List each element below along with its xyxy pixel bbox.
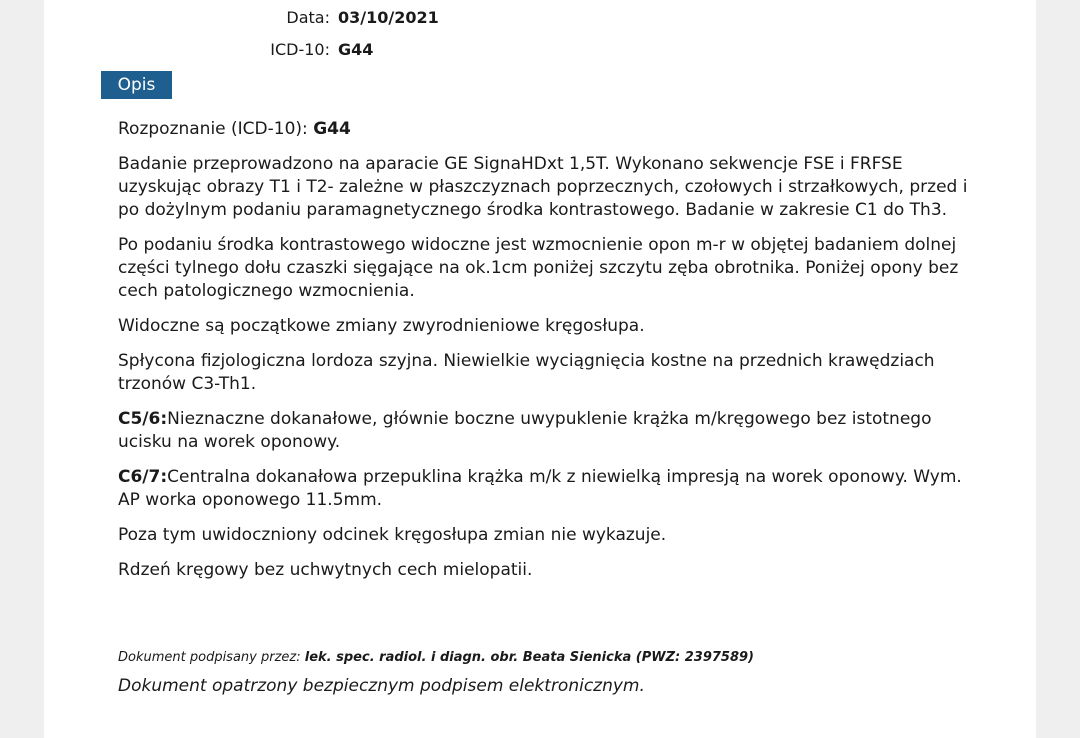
c56-label: C5/6: xyxy=(118,409,168,429)
report-paragraph-contrast: Po podaniu środka kontrastowego widoczne jest wzmocnienie opon m-r w objętej badaniem dolnej części tylnego dołu czaszki sięgające na ok.1cm poniżej szczytu zęba obrotnika. Poniżej opony bez cech patologicznego wzmocnienia. xyxy=(118,235,959,301)
c56-text: Nieznaczne dokanałowe, głównie boczne uwypuklenie krążka m/kręgowego bez istotnego ucisku na worek oponowy. xyxy=(118,409,932,452)
date-value: 03/10/2021 xyxy=(338,8,439,27)
report-paragraph-c56 xyxy=(118,408,988,454)
date-label: Data: xyxy=(286,8,330,27)
document-page xyxy=(44,0,1036,738)
icd-value: G44 xyxy=(338,40,374,59)
signed-by-label: Dokument podpisany przez: xyxy=(118,650,301,665)
report-paragraph-myelopathy: Rdzeń kręgowy bez uchwytnych cech mielopatii. xyxy=(118,560,533,580)
report-body xyxy=(118,118,988,594)
report-paragraph-c67 xyxy=(118,466,988,512)
diagnosis-line xyxy=(118,118,988,141)
signer-name: lek. spec. radiol. i diagn. obr. Beata Sienicka (PWZ: 2397589) xyxy=(304,650,754,665)
c67-label: C6/7: xyxy=(118,467,168,487)
report-paragraph-no-changes: Poza tym uwidoczniony odcinek kręgosłupa zmian nie wykazuje. xyxy=(118,525,667,545)
diagnosis-value: G44 xyxy=(313,119,351,139)
signed-by-line xyxy=(118,648,754,668)
diagnosis-label: Rozpoznanie (ICD-10): xyxy=(118,119,308,139)
report-paragraph-technique: Badanie przeprowadzono na aparacie GE SignaHDxt 1,5T. Wykonano sekwencje FSE i FRFSE uzyskując obrazy T1 i T2- zależne w płaszczyznach poprzecznych, czołowych i strzałkowych, przed i po dożylnym podaniu paramagnetycznego środka kontrastowego. Badanie w zakresie C1 do Th3. xyxy=(118,154,968,220)
report-paragraph-lordosis: Spłycona fizjologiczna lordoza szyjna. Niewielkie wyciągnięcia kostne na przednich krawędziach trzonów C3-Th1. xyxy=(118,351,935,394)
icd-row xyxy=(44,40,373,60)
icd-label: ICD-10: xyxy=(270,40,330,59)
date-row xyxy=(44,8,439,28)
secure-signature-note: Dokument opatrzony bezpiecznym podpisem elektronicznym. xyxy=(118,676,645,696)
report-paragraph-degenerative: Widoczne są początkowe zmiany zwyrodnieniowe kręgosłupa. xyxy=(118,316,645,336)
tab-opis[interactable]: Opis xyxy=(101,71,172,99)
c67-text: Centralna dokanałowa przepuklina krążka m/k z niewielką impresją na worek oponowy. Wym. AP worka oponowego 11.5mm. xyxy=(118,467,962,510)
